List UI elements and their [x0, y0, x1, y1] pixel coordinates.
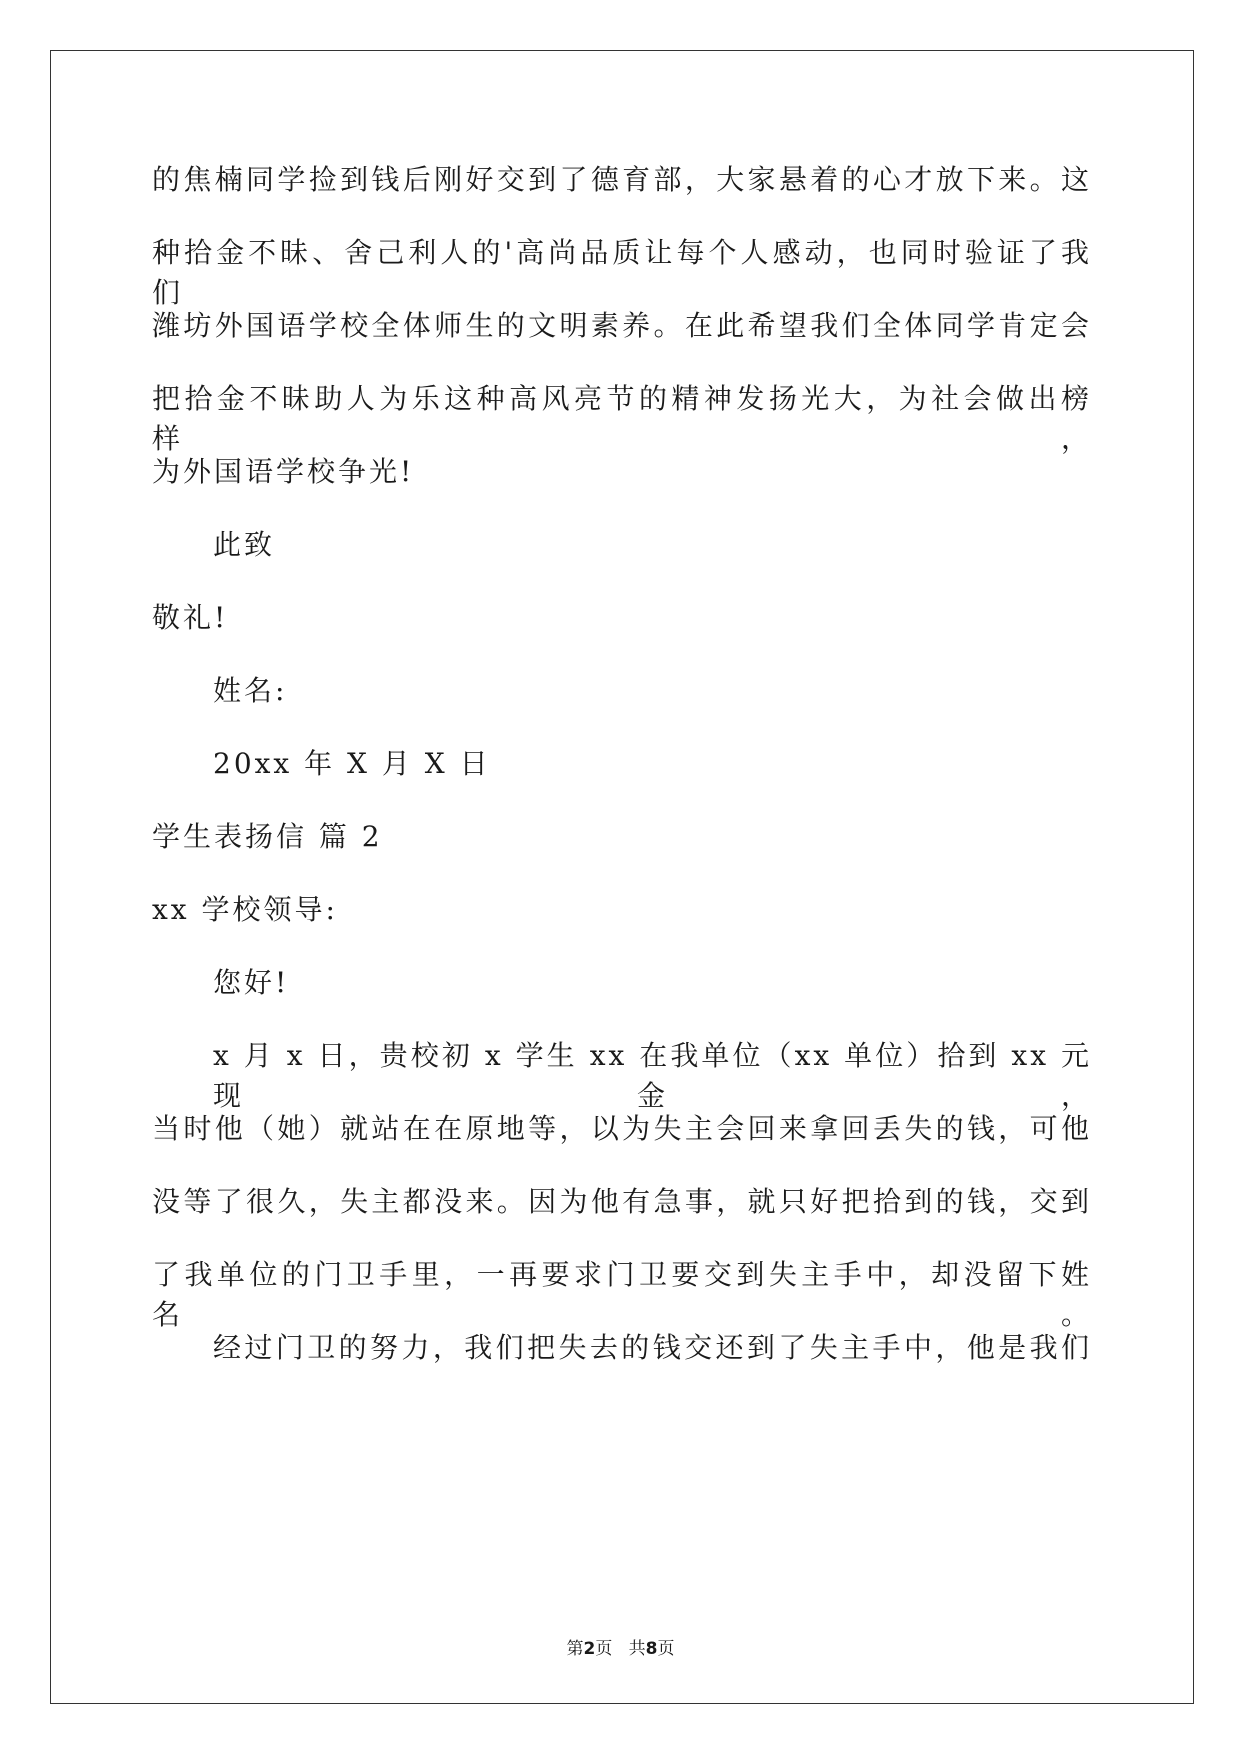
signature-name: 姓名:: [213, 674, 288, 707]
footer-mid: 页 共: [595, 1639, 646, 1659]
body-line-2: 种拾金不昧、舍己利人的'高尚品质让每个人感动，也同时验证了我们: [152, 236, 1092, 309]
greeting: 您好!: [213, 966, 290, 999]
page-footer: [0, 1634, 1241, 1659]
body-line-13: x 月 x 日，贵校初 x 学生 xx 在我单位（xx 单位）拾到 xx 元现金，: [213, 1039, 1092, 1112]
footer-prefix: 第: [566, 1639, 584, 1659]
body-line-3: 潍坊外国语学校全体师生的文明素养。在此希望我们全体同学肯定会: [152, 309, 1092, 342]
salutation-cizhi: 此致: [213, 528, 276, 561]
page-frame: [50, 50, 1194, 1704]
salutation-jingli: 敬礼!: [152, 601, 229, 634]
body-line-5: 为外国语学校争光!: [152, 455, 415, 488]
section-heading: 学生表扬信 篇 2: [152, 820, 383, 853]
body-line-14: 当时他（她）就站在在原地等，以为失主会回来拿回丢失的钱，可他: [152, 1112, 1092, 1145]
body-line-4: 把拾金不昧助人为乐这种高风亮节的精神发扬光大，为社会做出榜样，: [152, 382, 1092, 455]
footer-current-page: 2: [583, 1639, 596, 1659]
footer-total-pages: 8: [645, 1639, 658, 1659]
signature-date: 20xx 年 X 月 X 日: [213, 747, 491, 780]
body-line-17: 经过门卫的努力，我们把失去的钱交还到了失主手中，他是我们: [213, 1331, 1092, 1364]
recipient: xx 学校领导:: [152, 893, 338, 926]
body-line-1: 的焦楠同学捡到钱后刚好交到了德育部，大家悬着的心才放下来。这: [152, 163, 1092, 196]
body-line-16: 了我单位的门卫手里，一再要求门卫要交到失主手中，却没留下姓名。: [152, 1258, 1092, 1331]
body-line-15: 没等了很久，失主都没来。因为他有急事，就只好把拾到的钱，交到: [152, 1185, 1092, 1218]
footer-suffix: 页: [657, 1639, 675, 1659]
